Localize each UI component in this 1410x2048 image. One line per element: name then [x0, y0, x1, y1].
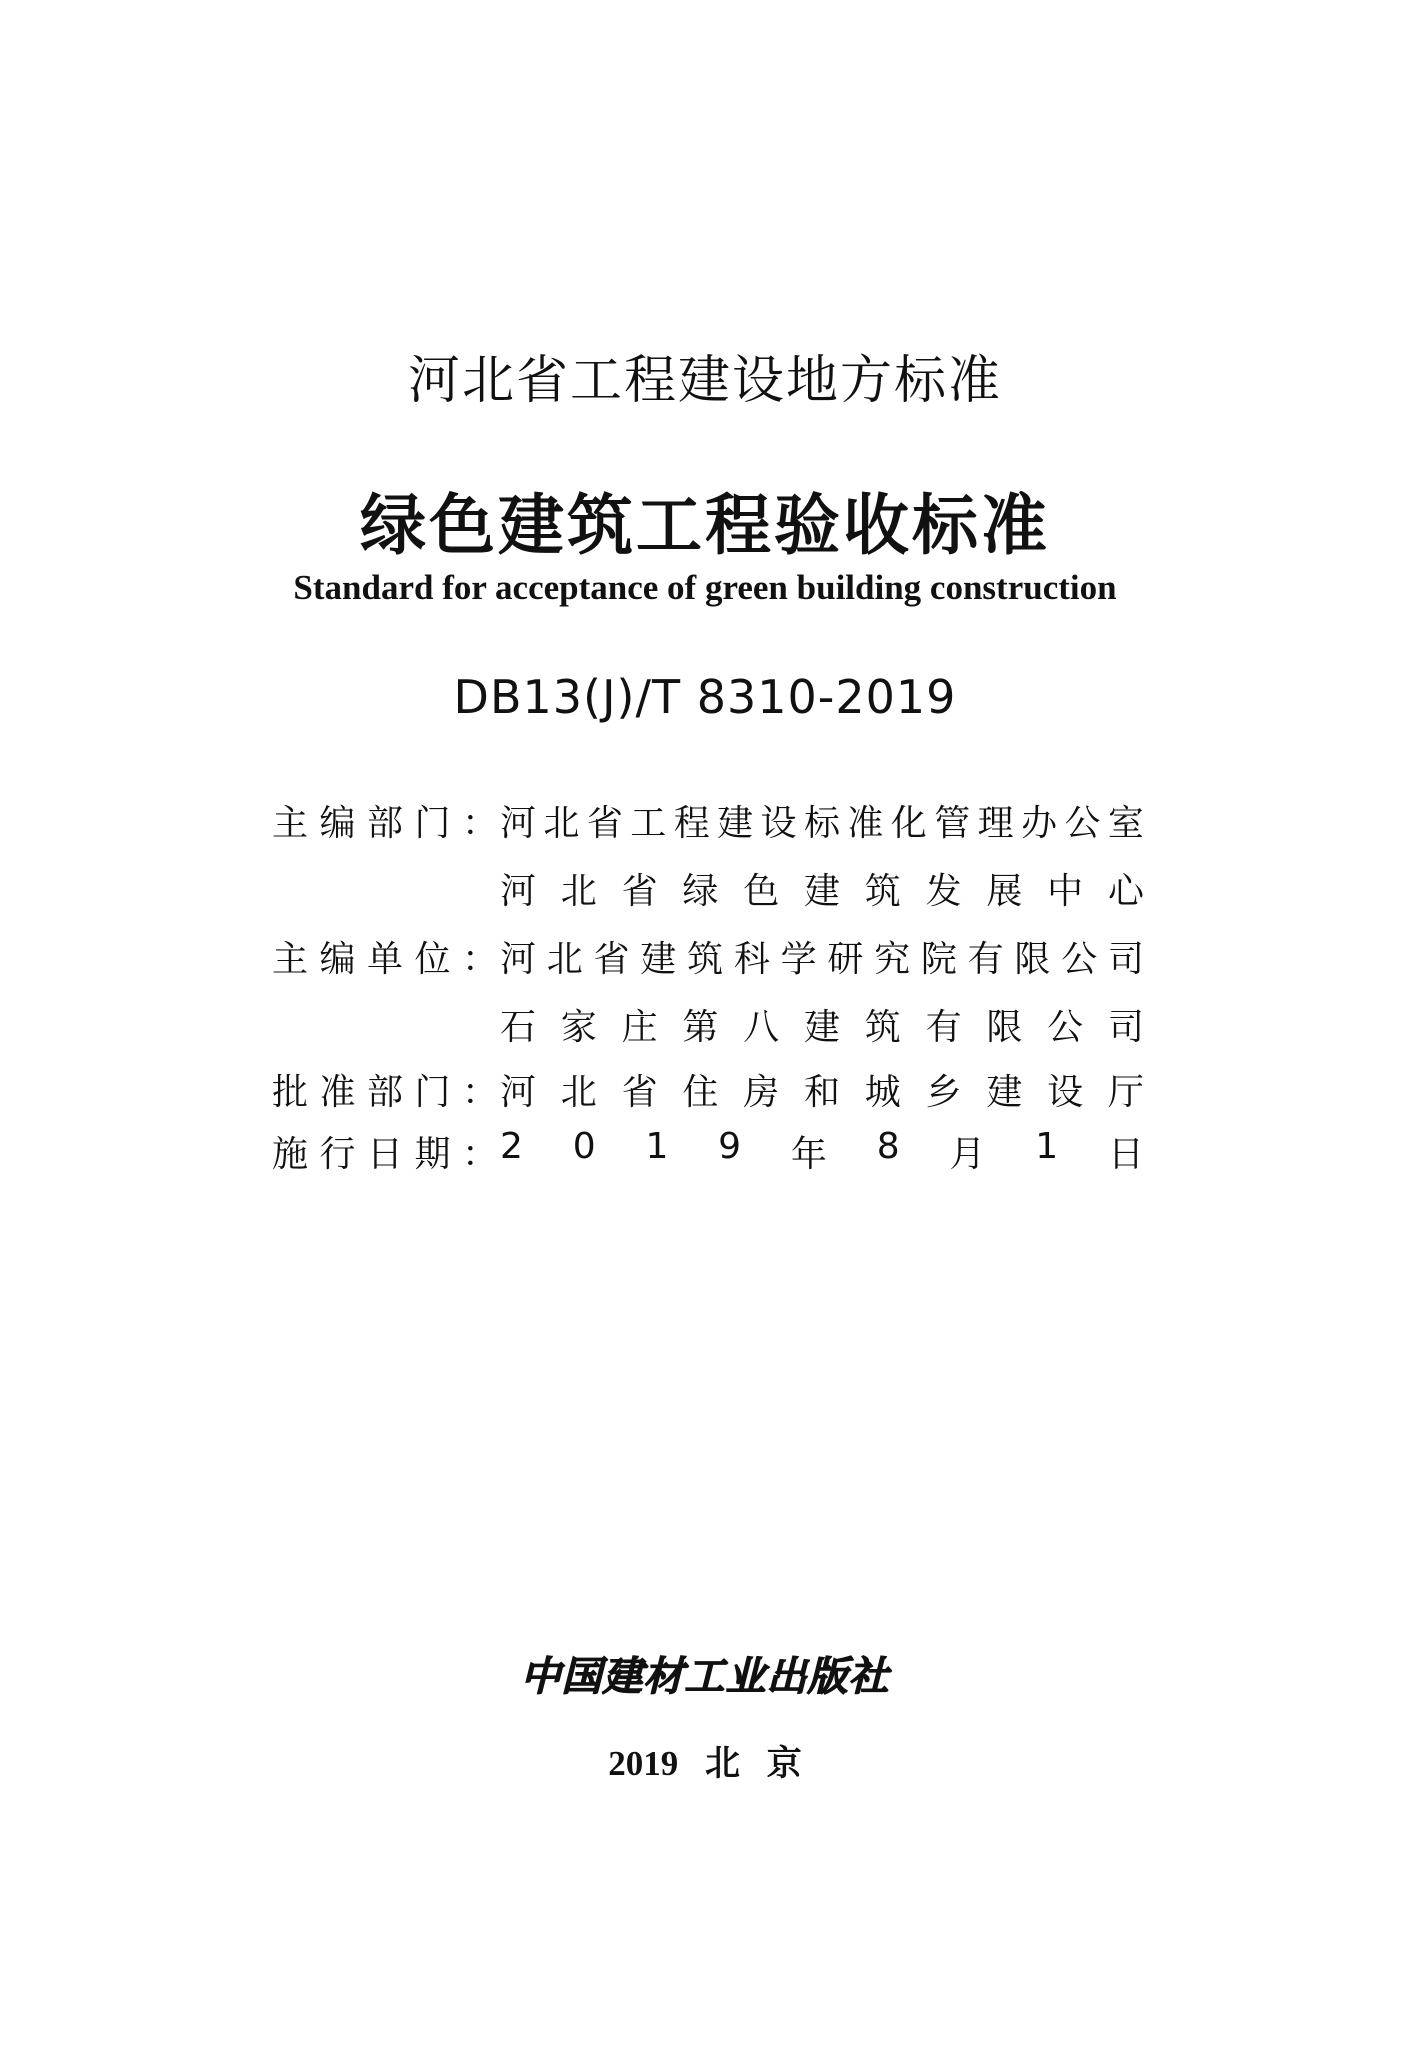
text-char: 年: [790, 1133, 827, 1175]
text-char: 第: [682, 1006, 719, 1048]
text-char: 工: [630, 802, 667, 844]
text-char: 门: [414, 802, 451, 844]
info-row-editing-department-2: [272, 854, 1144, 922]
info-value: [498, 1126, 1144, 1177]
editorial-info: [272, 786, 1144, 1182]
text-char: 学: [780, 938, 817, 980]
text-char: 理: [977, 802, 1014, 844]
text-char: 家: [560, 1006, 597, 1048]
text-char: 心: [1107, 870, 1144, 912]
text-char: ：: [461, 1133, 498, 1175]
publisher-logo-text: 中国建材工业出版社: [520, 1653, 890, 1700]
text-char: 河: [500, 870, 537, 912]
text-char: 日: [366, 1133, 403, 1175]
text-char: 院: [920, 938, 957, 980]
series-title: 河北省工程建设地方标准: [407, 351, 1002, 411]
text-char: ：: [461, 1071, 498, 1113]
text-char: 建: [717, 802, 754, 844]
info-label: [272, 1064, 498, 1115]
text-char: 部: [366, 802, 403, 844]
text-char: 绿: [682, 870, 719, 912]
text-char: 单: [366, 938, 403, 980]
text-char: 城: [864, 1071, 901, 1113]
text-char: 乡: [925, 1071, 962, 1113]
text-char: 门: [414, 1071, 451, 1113]
text-char: 八: [743, 1006, 780, 1048]
text-char: 建: [640, 938, 677, 980]
text-char: 月: [949, 1133, 986, 1175]
text-char: 公: [1064, 802, 1101, 844]
text-char: 北: [546, 938, 583, 980]
text-char: 室: [1107, 802, 1144, 844]
text-char: 限: [986, 1006, 1023, 1048]
info-row-editing-department: [272, 786, 1144, 854]
text-char: 筑: [864, 1006, 901, 1048]
text-char: 行: [319, 1133, 356, 1175]
text-char: 管: [934, 802, 971, 844]
text-char: 主: [272, 938, 309, 980]
text-char: 北: [560, 870, 597, 912]
text-char: 期: [414, 1133, 451, 1175]
text-char: 化: [890, 802, 927, 844]
text-char: 房: [743, 1071, 780, 1113]
text-char: 有: [967, 938, 1004, 980]
text-char: 施: [272, 1133, 309, 1175]
text-char: 省: [593, 938, 630, 980]
info-label: [272, 795, 498, 846]
text-char: 日: [1107, 1133, 1144, 1175]
text-char: 建: [803, 870, 840, 912]
text-char: 位: [414, 938, 451, 980]
info-value: [498, 999, 1144, 1050]
text-char: 住: [682, 1071, 719, 1113]
text-char: 中: [1047, 870, 1084, 912]
text-char: 河: [500, 938, 537, 980]
text-char: 办: [1021, 802, 1058, 844]
text-char: 设: [1047, 1071, 1084, 1113]
text-char: 筑: [687, 938, 724, 980]
text-char: 展: [986, 870, 1023, 912]
english-title: Standard for acceptance of green building construction: [293, 568, 1117, 607]
info-value: [498, 863, 1144, 914]
info-row-editing-unit: [272, 922, 1144, 990]
text-char: ：: [461, 802, 498, 844]
info-row-editing-unit-2: [272, 990, 1144, 1058]
text-char: 批: [272, 1071, 309, 1113]
text-char: 筑: [864, 870, 901, 912]
info-label: [272, 1126, 498, 1177]
text-char: ：: [461, 938, 498, 980]
text-char: 公: [1047, 1006, 1084, 1048]
text-char: 标: [803, 802, 840, 844]
text-char: 部: [366, 1071, 403, 1113]
text-char: 省: [621, 870, 658, 912]
text-char: 科: [733, 938, 770, 980]
text-char: 发: [925, 870, 962, 912]
info-label: [272, 931, 498, 982]
text-char: 北: [543, 802, 580, 844]
standard-code: DB13(J)/T 8310-2019: [453, 670, 957, 724]
text-char: 1: [1035, 1125, 1059, 1167]
text-char: 研: [827, 938, 864, 980]
text-char: 建: [986, 1071, 1023, 1113]
text-char: 和: [803, 1071, 840, 1113]
text-char: 石: [500, 1006, 537, 1048]
text-char: 司: [1107, 1006, 1144, 1048]
text-char: 建: [803, 1006, 840, 1048]
text-char: 究: [874, 938, 911, 980]
publication-place-year: 2019 北 京: [608, 1744, 802, 1783]
info-value: [498, 1064, 1144, 1115]
text-char: 有: [925, 1006, 962, 1048]
text-char: 省: [621, 1071, 658, 1113]
text-char: 河: [500, 802, 537, 844]
main-title: 绿色建筑工程验收标准: [360, 486, 1050, 564]
text-char: 色: [743, 870, 780, 912]
text-char: 河: [500, 1071, 537, 1113]
info-value: [498, 931, 1144, 982]
info-row-approving-department: [272, 1058, 1144, 1120]
publisher-logo: [510, 1640, 900, 1710]
info-value: [498, 795, 1144, 846]
text-char: 公: [1061, 938, 1098, 980]
text-char: 主: [272, 802, 309, 844]
text-char: 庄: [621, 1006, 658, 1048]
text-char: 限: [1014, 938, 1051, 980]
info-row-effective-date: [272, 1120, 1144, 1182]
text-char: 9: [718, 1125, 742, 1167]
text-char: 0: [572, 1125, 596, 1167]
text-char: 设: [760, 802, 797, 844]
text-char: 2: [500, 1125, 523, 1167]
text-char: 司: [1107, 938, 1144, 980]
text-char: 省: [586, 802, 623, 844]
text-char: 编: [319, 938, 356, 980]
text-char: 1: [645, 1125, 669, 1167]
text-char: 准: [847, 802, 884, 844]
text-char: 编: [319, 802, 356, 844]
text-char: 准: [319, 1071, 356, 1113]
text-char: 厅: [1107, 1071, 1144, 1113]
text-char: 北: [560, 1071, 597, 1113]
text-char: 程: [673, 802, 710, 844]
text-char: 8: [876, 1125, 900, 1167]
